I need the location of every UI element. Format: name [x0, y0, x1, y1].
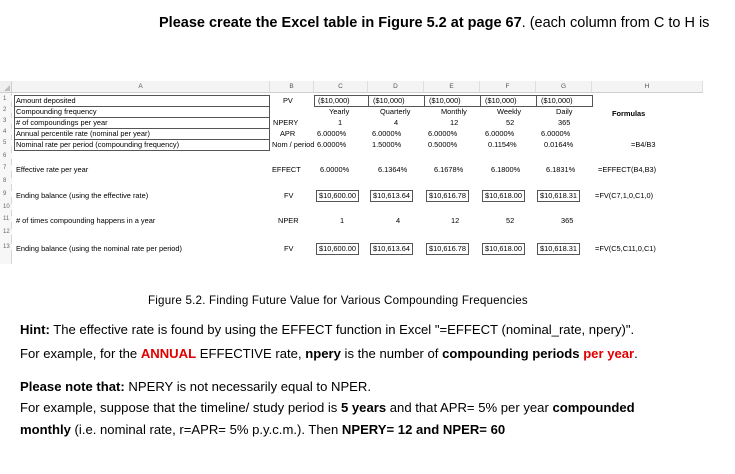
cell-b1: PV — [283, 96, 293, 105]
excel-table-image — [0, 81, 703, 264]
cell-c9: $10,600.00 — [316, 190, 359, 202]
cell-g5: 0.0164% — [544, 140, 574, 149]
npery-nper-values: NPERY= 12 and NPER= 60 — [341, 422, 506, 437]
note-text-b: and that APR= 5% per year — [386, 400, 553, 415]
col-header-c: C — [314, 81, 368, 93]
cell-g2: Daily — [556, 107, 573, 116]
cell-b4: APR — [280, 129, 296, 138]
cell-f3: 52 — [506, 118, 515, 127]
note-line-1 — [20, 378, 371, 396]
border-line — [14, 150, 270, 151]
cell-g13: $10,618.31 — [537, 243, 580, 255]
cell-a3: # of compoundings per year — [16, 118, 108, 127]
cell-e2: Monthly — [441, 107, 467, 116]
cell-h7: =EFFECT(B4,B3) — [598, 165, 657, 174]
note-text-c: (i.e. nominal rate, r=APR= 5% p.y.c.m.). Then — [70, 422, 342, 437]
cell-d2: Quarterly — [380, 107, 411, 116]
cell-a11: # of times compounding happens in a year — [16, 216, 156, 225]
cell-e4: 6.0000% — [428, 129, 458, 138]
cell-c3: 1 — [338, 118, 343, 127]
row-number: 7 — [0, 165, 12, 171]
five-years-emphasis: 5 years — [340, 400, 387, 415]
compounded-emphasis: compounded — [552, 400, 635, 415]
col-header-b: B — [270, 81, 314, 93]
cell-f11: 52 — [506, 216, 515, 225]
cell-b7: EFFECT — [272, 165, 301, 174]
cell-d11: 4 — [396, 216, 401, 225]
cell-e13: $10,616.78 — [426, 243, 469, 255]
cell-e1: ($10,000) — [429, 96, 461, 105]
hint-line-2 — [20, 345, 638, 363]
note-text-a: For example, suppose that the timeline/ study period is — [20, 400, 341, 415]
hint-text-a: For example, for the — [20, 346, 141, 361]
instruction-rest: . (each column from C to H is — [521, 15, 710, 31]
cell-c11: 1 — [340, 216, 345, 225]
cell-h2: Formulas — [612, 109, 646, 118]
cell-c2: Yearly — [329, 107, 350, 116]
hint-line-1-text: The effective rate is found by using the EFFECT function in Excel "=EFFECT (nominal_rate, npery)". — [49, 322, 635, 337]
cell-a5: Nominal rate per period (compounding frequency) — [16, 140, 180, 149]
cell-c4: 6.0000% — [317, 129, 347, 138]
cell-d7: 6.1364% — [378, 165, 408, 174]
note-line-3 — [20, 421, 505, 439]
border-line — [269, 95, 270, 151]
cell-h5: =B4/B3 — [631, 140, 656, 149]
row-number: 4 — [0, 129, 12, 135]
cell-e7: 6.1678% — [434, 165, 464, 174]
cell-d4: 6.0000% — [372, 129, 402, 138]
cell-c1: ($10,000) — [318, 96, 350, 105]
figure-caption: Figure 5.2. Finding Future Value for Various Compounding Frequencies — [148, 294, 528, 307]
instruction-bold: Please create the Excel table in Figure 5.2 at page 67 — [159, 15, 522, 31]
row-number: 3 — [0, 118, 12, 124]
hint-text-c: is the number of — [340, 346, 443, 361]
col-header-h: H — [592, 81, 703, 93]
cell-a7: Effective rate per year — [16, 165, 89, 174]
npery-emphasis: npery — [305, 346, 341, 361]
cell-f5: 0.1154% — [488, 140, 517, 149]
cell-h9: =FV(C7,1,0,C1,0) — [595, 191, 654, 200]
cell-g1: ($10,000) — [541, 96, 573, 105]
cell-d5: 1.5000% — [372, 140, 402, 149]
cell-e3: 12 — [450, 118, 459, 127]
hint-text-b: EFFECTIVE rate, — [196, 346, 306, 361]
instruction-text — [159, 15, 709, 31]
cell-b13: FV — [284, 244, 294, 253]
border-line — [14, 95, 15, 151]
cell-a9: Ending balance (using the effective rate) — [16, 191, 149, 200]
note-line-1-text: NPERY is not necessarily equal to NPER. — [124, 379, 372, 394]
cell-b3: NPERY — [273, 118, 299, 127]
cell-b11: NPER — [278, 216, 299, 225]
cell-f2: Weekly — [497, 107, 522, 116]
hint-label: Hint: — [20, 322, 50, 337]
select-all-corner — [0, 81, 12, 93]
cell-a2: Compounding frequency — [16, 107, 97, 116]
cell-e5: 0.5000% — [428, 140, 458, 149]
cell-d9: $10,613.64 — [370, 190, 413, 202]
row-number: 5 — [0, 140, 12, 146]
row-number: 9 — [0, 191, 12, 197]
per-year-emphasis: per year — [583, 346, 635, 361]
cell-g4: 6.0000% — [541, 129, 571, 138]
compounding-periods-emphasis: compounding periods — [442, 346, 580, 361]
row-number: 11 — [0, 216, 12, 222]
cell-g9: $10,618.31 — [537, 190, 580, 202]
cell-f1: ($10,000) — [485, 96, 517, 105]
cell-h13: =FV(C5,C11,0,C1) — [595, 244, 656, 253]
col-header-a: A — [12, 81, 270, 93]
cell-b9: FV — [284, 191, 294, 200]
row-number: 12 — [0, 229, 12, 235]
col-header-e: E — [424, 81, 480, 93]
note-label: Please note that: — [20, 379, 125, 394]
note-line-2 — [20, 399, 635, 417]
row-number: 2 — [0, 107, 12, 113]
cell-g11: 365 — [561, 216, 574, 225]
cell-g3: 365 — [558, 118, 571, 127]
hint-line-1 — [20, 321, 634, 339]
row-number: 6 — [0, 153, 12, 159]
hint-text-e: . — [634, 346, 638, 361]
cell-d3: 4 — [394, 118, 399, 127]
monthly-emphasis: monthly — [20, 422, 71, 437]
col-header-d: D — [368, 81, 424, 93]
cell-e9: $10,616.78 — [426, 190, 469, 202]
cell-e11: 12 — [451, 216, 460, 225]
row-number: 10 — [0, 204, 12, 210]
cell-a13: Ending balance (using the nominal rate per period) — [16, 244, 182, 253]
cell-f7: 6.1800% — [491, 165, 521, 174]
cell-c5: 6.0000% — [317, 140, 347, 149]
cell-f13: $10,618.00 — [482, 243, 525, 255]
cell-f4: 6.0000% — [485, 129, 515, 138]
cell-d1: ($10,000) — [373, 96, 405, 105]
col-header-f: F — [480, 81, 536, 93]
cell-c13: $10,600.00 — [316, 243, 359, 255]
cell-b5: Nom / period — [272, 140, 315, 149]
cell-f9: $10,618.00 — [482, 190, 525, 202]
annual-emphasis: ANNUAL — [140, 346, 197, 361]
cell-g7: 6.1831% — [546, 165, 576, 174]
row-number: 13 — [0, 244, 12, 250]
cell-c7: 6.0000% — [320, 165, 350, 174]
cell-d13: $10,613.64 — [370, 243, 413, 255]
row-number: 1 — [0, 96, 12, 102]
row-number: 8 — [0, 178, 12, 184]
cell-a1: Amount deposited — [16, 96, 76, 105]
cell-a4: Annual percentile rate (nominal per year) — [16, 129, 150, 138]
col-header-g: G — [536, 81, 592, 93]
